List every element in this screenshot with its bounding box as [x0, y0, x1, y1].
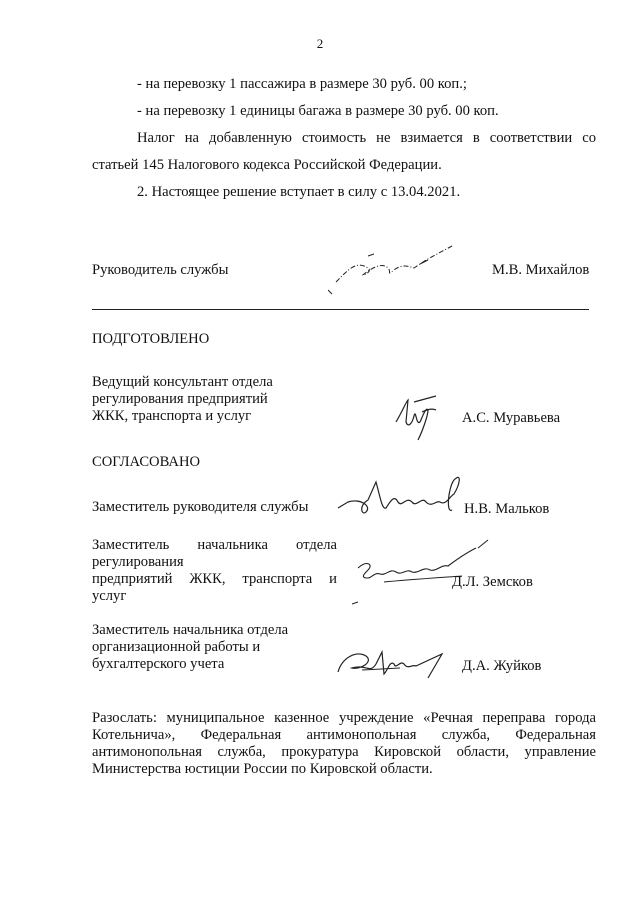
distribution-word: Федеральная — [515, 727, 596, 743]
signer3-position-line2: организационной работы и — [92, 639, 261, 655]
signer2-pos-word: ЖКК, — [189, 571, 226, 587]
signer2-position-line1 — [92, 537, 337, 554]
prepared-position-line1: Ведущий консультант отдела — [92, 374, 273, 390]
signer1-position: Заместитель руководителя службы — [92, 499, 309, 515]
tax-paragraph-line2: статьей 145 Налогового кодекса Российской Федерации. — [92, 157, 442, 173]
prepared-position-line2: регулирования предприятий — [92, 391, 268, 407]
signer2-pos-word: отдела — [296, 537, 337, 553]
prepared-position-line3: ЖКК, транспорта и услуг — [92, 408, 252, 424]
page-number: 2 — [316, 36, 324, 51]
prepared-signature — [392, 392, 442, 444]
signer3-position-line3: бухгалтерского учета — [92, 656, 225, 672]
prepared-name: А.С. Муравьева — [462, 410, 561, 426]
distribution-line3: антимонопольная служба, прокуратура Кировской области, управление — [92, 744, 596, 760]
signer3-position-line1: Заместитель начальника отдела — [92, 622, 289, 638]
distribution-line2 — [92, 727, 596, 744]
signer2-pos-word: начальника — [197, 537, 268, 553]
distribution-word: антимонопольная — [306, 727, 417, 743]
tax-paragraph-line1: Налог на добавленную стоимость не взимается в соответствии со — [137, 130, 596, 146]
distribution-line4: Министерства юстиции России по Кировской области. — [92, 761, 433, 777]
signer2-position-line2: регулирования — [92, 554, 184, 570]
head-name: М.В. Михайлов — [492, 262, 590, 278]
signer3-name: Д.А. Жуйков — [462, 658, 542, 674]
tariff-baggage: - на перевозку 1 единицы багажа в размере 30 руб. 00 коп. — [137, 103, 499, 119]
signer2-pos-word: транспорта — [242, 571, 313, 587]
tariff-passenger: - на перевозку 1 пассажира в размере 30 руб. 00 коп.; — [137, 76, 467, 92]
agreed-heading: СОГЛАСОВАНО — [92, 454, 201, 470]
signer2-name: Д.Л. Земсков — [452, 574, 533, 590]
distribution-word: Котельнича», — [92, 727, 176, 743]
signer2-pos-word: Заместитель — [92, 537, 170, 553]
signer2-pos-word: и — [329, 571, 337, 587]
signer2-pos-word: предприятий — [92, 571, 173, 587]
signer1-signature — [336, 466, 476, 526]
signer2-position-line4: услуг — [92, 588, 127, 604]
distribution-word: служба, — [441, 727, 491, 743]
head-title: Руководитель службы — [92, 262, 229, 278]
signer2-position-line3 — [92, 571, 337, 588]
effective-date-item: 2. Настоящее решение вступает в силу с 13.04.2021. — [137, 184, 461, 200]
prepared-heading: ПОДГОТОВЛЕНО — [92, 331, 210, 347]
signer1-name: Н.В. Мальков — [464, 501, 550, 517]
distribution-word: Федеральная — [200, 727, 282, 743]
separator-line — [92, 309, 589, 310]
distribution-line1: Разослать: муниципальное казенное учреждение «Речная переправа города — [92, 710, 596, 726]
head-signature — [328, 238, 458, 298]
signer3-signature — [332, 640, 452, 686]
